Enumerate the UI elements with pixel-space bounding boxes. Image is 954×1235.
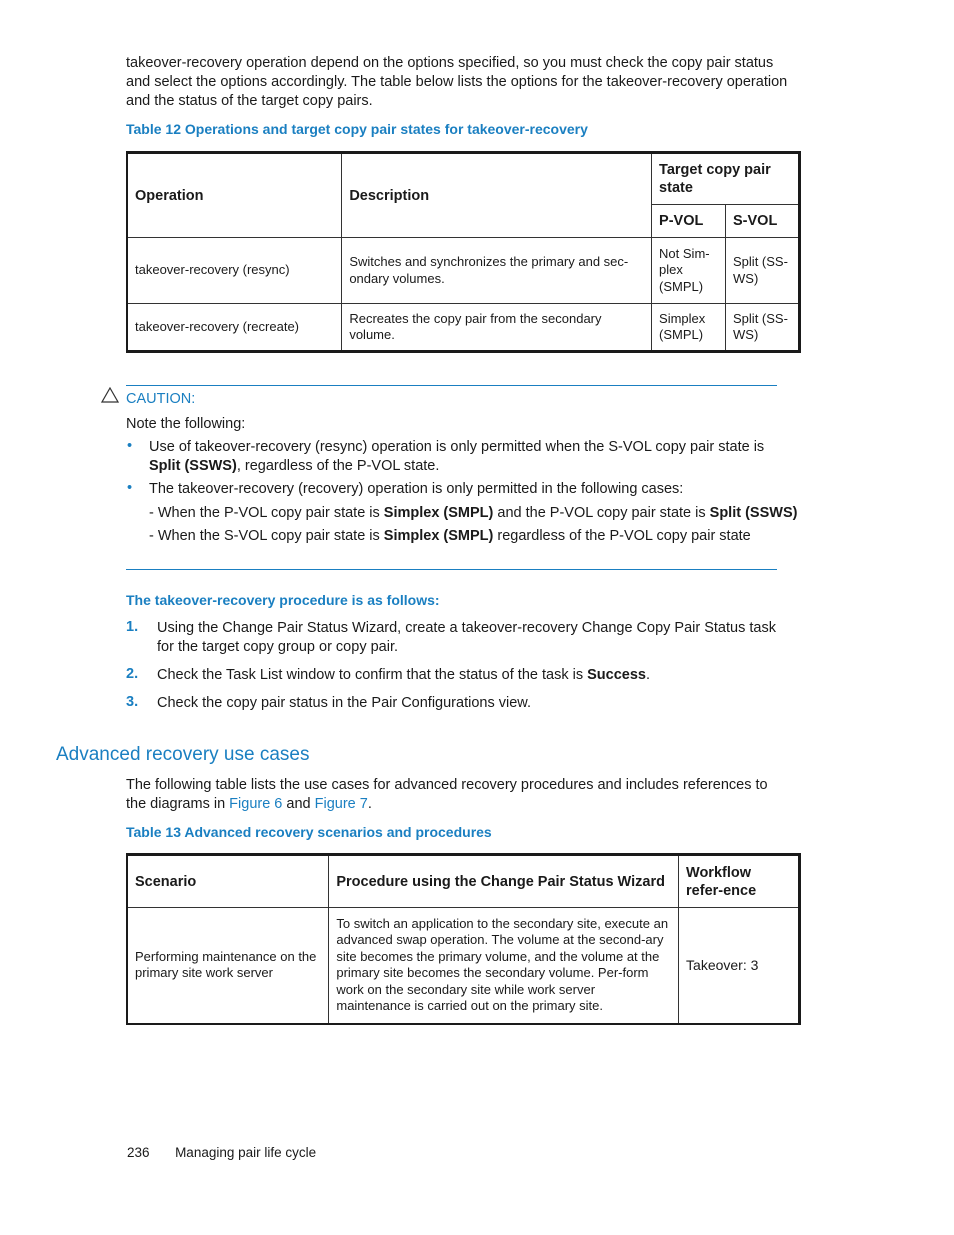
subitem-2-text-a: - When the S-VOL copy pair state is <box>149 528 384 544</box>
table12-cell-operation: takeover-recovery (resync) <box>127 238 342 304</box>
footer <box>127 1145 316 1160</box>
table-row <box>127 304 800 352</box>
table12 <box>126 151 801 353</box>
step-2-number: 2. <box>126 666 139 682</box>
table12-cell-pvol: Simplex (SMPL) <box>652 304 726 352</box>
table13-caption: Table 13 Advanced recovery scenarios and procedures <box>126 824 492 840</box>
table12-cell-operation: takeover-recovery (recreate) <box>127 304 342 352</box>
table13-cell-procedure: To switch an application to the secondary site, execute an advanced swap operation. The volume at the second-ary site becomes the primary volume, and the volume at the primary site becomes the secondary volume. Per-form work on the secondary site while work server maintenance is carried out on the primary site. <box>329 908 679 1024</box>
intro-line-2: and select the options accordingly. The table below lists the options for the takeover-recovery operation <box>126 74 788 90</box>
subitem-1-bold-b: Simplex (SMPL) <box>383 505 494 521</box>
table-row <box>127 238 800 304</box>
table12-cell-pvol: Not Sim-plex (SMPL) <box>652 238 726 304</box>
step-2-text: Check the Task List window to confirm that the status of the task is <box>157 667 588 683</box>
table13-cell-workflow: Takeover: 3 <box>679 908 800 1024</box>
subitem-1-text-a: - When the P-VOL copy pair state is <box>149 505 384 521</box>
caution-bullet-2: The takeover-recovery (recovery) operation is only permitted in the following cases: <box>149 481 684 497</box>
section-and: and <box>282 796 315 812</box>
caution-note: Note the following: <box>126 416 246 432</box>
table12-header-target: Target copy pair state <box>652 153 800 205</box>
caution-bullet-1-bold: Split (SSWS) <box>149 458 237 474</box>
bullet-icon: • <box>127 438 133 454</box>
table12-header-description: Description <box>342 153 652 238</box>
section-paragraph-line-2 <box>126 795 806 814</box>
subitem-2-bold-b: Simplex (SMPL) <box>383 528 494 544</box>
intro-paragraph <box>126 54 816 111</box>
figure-7-link[interactable]: Figure 7 <box>314 796 368 812</box>
section-paragraph <box>126 776 806 814</box>
table13 <box>126 853 801 1025</box>
table13-header-workflow: Workflow refer-ence <box>679 855 800 908</box>
bullet-icon: • <box>127 480 133 496</box>
caution-top-rule <box>126 385 777 386</box>
table12-header-svol: S-VOL <box>726 205 800 238</box>
table12-header-pvol: P-VOL <box>652 205 726 238</box>
table13-header-scenario: Scenario <box>127 855 329 908</box>
section-title: Advanced recovery use cases <box>56 744 310 765</box>
step-2 <box>157 666 650 685</box>
step-2-end: . <box>645 667 650 683</box>
step-2-bold: Success <box>587 667 646 683</box>
table12-caption: Table 12 Operations and target copy pair states for takeover-recovery <box>126 121 588 137</box>
table13-header-procedure: Procedure using the Change Pair Status Wizard <box>329 855 679 908</box>
footer-title: Managing pair life cycle <box>175 1145 317 1160</box>
table13-cell-scenario: Performing maintenance on the primary site work server <box>127 908 329 1024</box>
caution-bullet-1-end: , regardless of the P-VOL state. <box>236 458 440 474</box>
table12-header-operation: Operation <box>127 153 342 238</box>
step-3-number: 3. <box>126 694 139 710</box>
step-3: Check the copy pair status in the Pair Configurations view. <box>157 695 531 711</box>
table12-cell-description: Recreates the copy pair from the secondary volume. <box>342 304 652 352</box>
caution-subitem-1 <box>149 504 797 523</box>
caution-bottom-rule <box>126 569 777 570</box>
caution-label: CAUTION: <box>126 391 196 407</box>
caution-subitem-2 <box>149 527 751 546</box>
subitem-1-text-c: and the P-VOL copy pair state is <box>493 505 710 521</box>
procedure-heading: The takeover-recovery procedure is as follows: <box>126 592 440 608</box>
caution-bullet-1-text: Use of takeover-recovery (resync) operation is only permitted when the S-VOL copy pair state is <box>149 439 765 455</box>
table-row <box>127 908 800 1024</box>
step-1-number: 1. <box>126 619 139 635</box>
subitem-1-bold-d: Split (SSWS) <box>709 505 798 521</box>
step-1-line-2: for the target copy group or copy pair. <box>157 639 398 655</box>
table12-cell-svol: Split (SS-WS) <box>726 304 800 352</box>
intro-line-1: takeover-recovery operation depend on the options specified, so you must check the copy pair status <box>126 55 774 71</box>
caution-bullet-1 <box>149 438 789 476</box>
subitem-2-text-c: regardless of the P-VOL copy pair state <box>493 528 751 544</box>
page-number: 236 <box>127 1145 150 1160</box>
table12-cell-svol: Split (SS-WS) <box>726 238 800 304</box>
step-1 <box>157 619 807 657</box>
figure-6-link[interactable]: Figure 6 <box>229 796 283 812</box>
warning-triangle-icon <box>101 387 119 408</box>
step-1-line-1: Using the Change Pair Status Wizard, create a takeover-recovery Change Copy Pair Status task <box>157 620 776 636</box>
section-end: . <box>367 796 372 812</box>
section-text: the diagrams in <box>126 796 230 812</box>
intro-line-3: and the status of the target copy pairs. <box>126 93 373 109</box>
section-paragraph-line-1: The following table lists the use cases for advanced recovery procedures and includes references to <box>126 777 768 793</box>
table12-cell-description: Switches and synchronizes the primary and sec-ondary volumes. <box>342 238 652 304</box>
